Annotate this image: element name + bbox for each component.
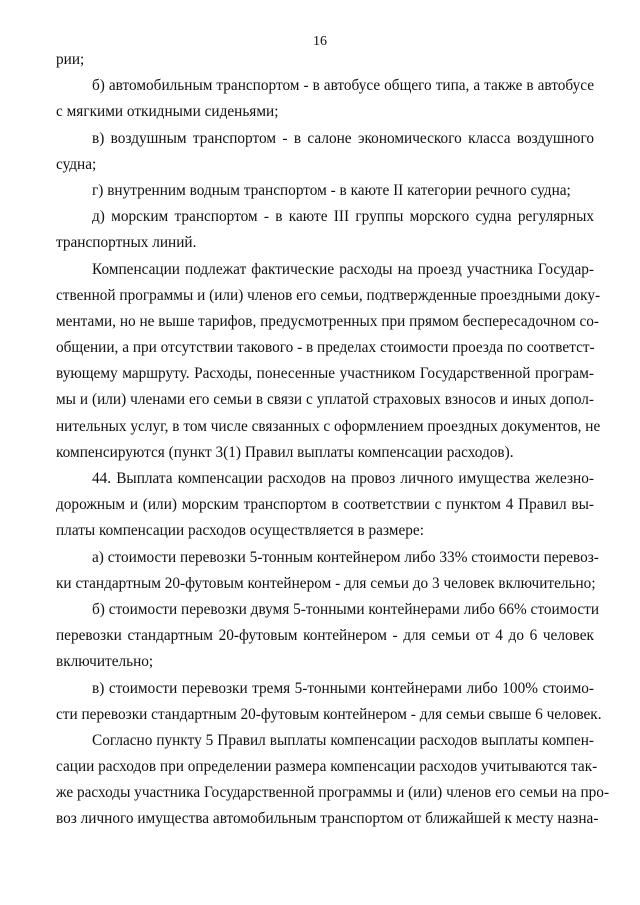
text-line: сти перевозки стандартным 20-футовым контейнером - для семьи свыше 6 человек. — [56, 705, 602, 723]
text-line: ки стандартным 20-футовым контейнером - для семьи до 3 человек включительно; — [56, 574, 596, 592]
paragraph — [56, 73, 594, 125]
text-line: рии; — [56, 51, 85, 68]
paragraph — [56, 178, 594, 204]
text-line: мы и (или) членами его семьи в связи с уплатой страховых взносов и иных допол- — [56, 391, 594, 409]
text-line: перевозки стандартным 20-футовым контейнером - для семьи от 4 до 6 человек — [56, 627, 594, 645]
text-line: с мягкими откидными сиденьями; — [56, 103, 279, 121]
text-line: в) стоимости перевозки тремя 5-тонными контейнерами либо 100% стоимо- — [92, 679, 594, 697]
text-line: общении, а при отсутствии такового - в пределах стоимости проезда по соответст- — [56, 339, 595, 357]
document-body — [56, 47, 610, 833]
page-number: 16 — [313, 34, 327, 49]
text-line: сации расходов при определении размера компенсации расходов учитываются так- — [56, 758, 598, 776]
text-line: г) внутренним водным транспортом - в каюте II категории речного судна; — [92, 181, 571, 199]
text-line: а) стоимости перевозки 5-тонным контейнером либо 33% стоимости перевоз- — [92, 548, 599, 566]
text-line: воз личного имущества автомобильным транспортом от ближайшей к месту назна- — [56, 810, 599, 828]
text-line: Компенсации подлежат фактические расходы на проезд участника Государ- — [92, 260, 594, 278]
text-line: д) морским транспортом - в каюте III группы морского судна регулярных — [92, 208, 594, 226]
paragraph — [56, 204, 594, 256]
text-line: судна; — [56, 155, 97, 173]
paragraph — [56, 728, 610, 833]
text-line: компенсируются (пункт 3(1) Правил выплаты компенсации расходов). — [56, 443, 514, 461]
text-line: б) стоимости перевозки двумя 5-тонными контейнерами либо 66% стоимости — [92, 600, 600, 618]
paragraph — [56, 676, 602, 728]
text-line: 44. Выплата компенсации расходов на провоз личного имущества железно- — [92, 470, 594, 487]
paragraph — [56, 466, 594, 545]
text-line: ственной программы и (или) членов его семьи, подтвержденные проездными доку- — [56, 286, 601, 304]
paragraph — [56, 257, 601, 467]
text-line: вующему маршруту. Расходы, понесенные участником Государственной програм- — [56, 365, 594, 383]
text-line: платы компенсации расходов осуществляется в размере: — [56, 522, 424, 540]
text-line: дорожным и (или) морским транспортом в соответствии с пунктом 4 Правил вы- — [56, 496, 594, 514]
text-line: Согласно пункту 5 Правил выплаты компенсации расходов выплаты компен- — [92, 731, 594, 749]
paragraph — [56, 545, 599, 597]
text-line: б) автомобильным транспортом - в автобусе общего типа, а также в автобусе — [92, 77, 594, 95]
paragraph — [56, 47, 594, 73]
text-line: включительно; — [56, 653, 154, 671]
text-line: ментами, но не выше тарифов, предусмотренных при прямом беспересадочном со- — [56, 312, 599, 330]
paragraph — [56, 126, 594, 178]
text-line: транспортных линий. — [56, 234, 197, 252]
text-line: в) воздушным транспортом - в салоне экономического класса воздушного — [92, 129, 594, 147]
text-line: же расходы участника Государственной программы и (или) членов его семьи на про- — [56, 784, 610, 802]
text-line: нительных услуг, в том числе связанных с оформлением проездных документов, не — [56, 417, 601, 435]
paragraph — [56, 597, 600, 676]
